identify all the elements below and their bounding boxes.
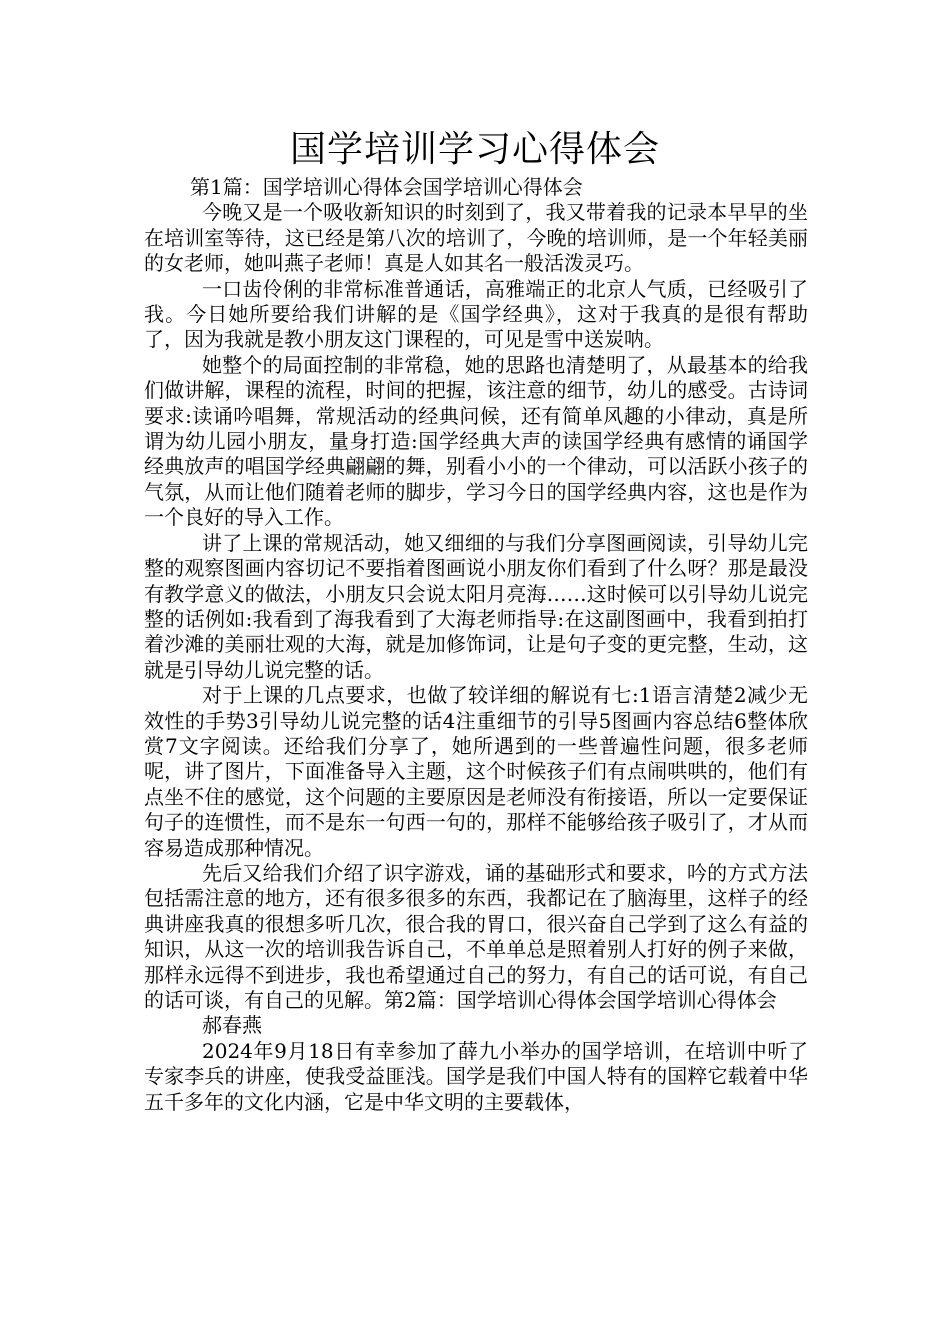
body-paragraph: 她整个的局面控制的非常稳，她的思路也清楚明了，从最基本的给我们做讲解，课程的流程，时间的把握，该注意的细节，幼儿的感受。古诗词要求:读诵吟唱舞，常规活动的经典问候，还有简单风趣的小律动，真是所谓为幼儿园小朋友，量身打造:国学经典大声的读国学经典有感情的诵国学经典放声的唱国学经典翩翩的舞，别看小小的一个律动，可以活跃小孩子的气氛，从而让他们随着老师的脚步，学习今日的国学经典内容，这也是作为一个良好的导入工作。	[144, 352, 808, 530]
body-paragraph: 讲了上课的常规活动，她又细细的与我们分享图画阅读，引导幼儿完整的观察图画内容切记不要指着图画说小朋友你们看到了什么呀？那是最没有教学意义的做法，小朋友只会说太阳月亮海……这时候可以引导幼儿说完整的话例如:我看到了海我看到了大海老师指导:在这副图画中，我看到拍打着沙滩的美丽壮观的大海，就是加修饰词，让是句子变的更完整，生动，这就是引导幼儿说完整的话。	[144, 530, 808, 682]
body-paragraph: 对于上课的几点要求，也做了较详细的解说有七:1语言清楚2减少无效性的手势3引导幼儿说完整的话4注重细节的引导5图画内容总结6整体欣赏7文字阅读。还给我们分享了，她所遇到的一些普遍性问题，很多老师呢，讲了图片，下面准备导入主题，这个时候孩子们有点闹哄哄的，他们有点坐不住的感觉，这个问题的主要原因是老师没有衔接语，所以一定要保证句子的连惯性，而不是东一句西一句的，那样不能够给孩子吸引了，才从而容易造成那种情况。	[144, 683, 808, 860]
body-paragraph: 今晚又是一个吸收新知识的时刻到了，我又带着我的记录本早早的坐在培训室等待，这已经是第八次的培训了，今晚的培训师，是一个年轻美丽的女老师，她叫燕子老师！真是人如其名一般活泼灵巧。	[144, 200, 808, 276]
body-paragraph: 一口齿伶俐的非常标准普通话，高雅端正的北京人气质，已经吸引了我。今日她所要给我们讲解的是《国学经典》，这对于我真的是很有帮助了，因为我就是教小朋友这门课程的，可见是雪中送炭呐。	[144, 276, 808, 352]
body-paragraph: 2024年9月18日有幸参加了薛九小举办的国学培训，在培训中听了专家李兵的讲座，使我受益匪浅。国学是我们中国人特有的国粹它载着中华五千多年的文化内涵，它是中华文明的主要载体，	[144, 1038, 808, 1114]
author-name: 郝春燕	[202, 1013, 262, 1038]
document-body	[144, 175, 808, 1115]
section-heading: 第1篇：国学培训心得体会国学培训心得体会	[190, 175, 583, 199]
document-title: 国学培训学习心得体会	[289, 129, 660, 170]
body-paragraph: 先后又给我们介绍了识字游戏，诵的基础形式和要求，吟的方式方法包括需注意的地方，还有很多很多的东西，我都记在了脑海里，这样子的经典讲座我真的很想多听几次，很合我的胃口，很兴奋自己学到了这么有益的知识，从这一次的培训我告诉自己，不单单总是照着别人打好的例子来做，那样永远得不到进步，我也希望通过自己的努力，有自己的话可说，有自己的话可谈，有自己的见解。第2篇：国学培训心得体会国学培训心得体会	[144, 860, 808, 1012]
